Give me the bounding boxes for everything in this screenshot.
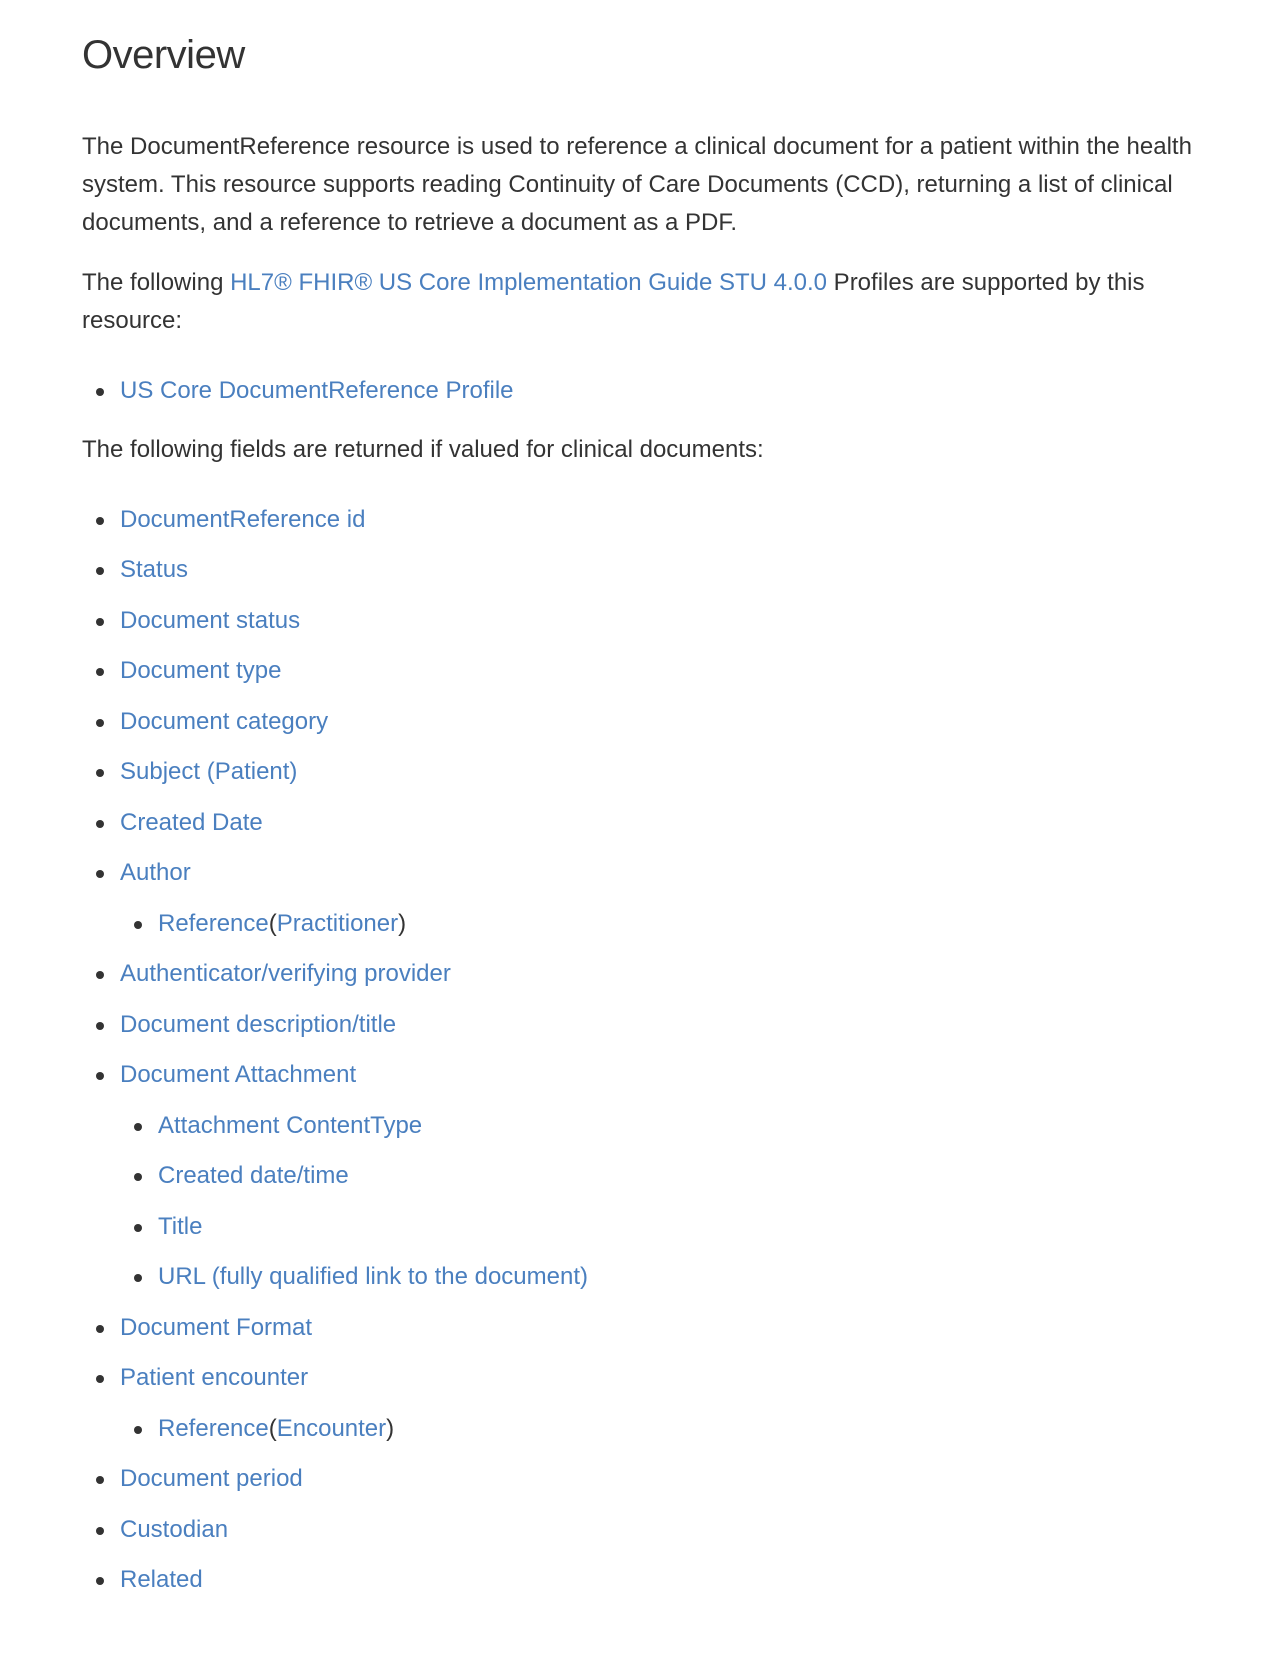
list-item xyxy=(82,1107,1212,1158)
field-link-encounter-target[interactable]: Encounter xyxy=(276,1414,387,1442)
field-link-created-date[interactable]: Created Date xyxy=(120,808,263,836)
close-paren: ) xyxy=(398,909,407,937)
us-core-ig-link[interactable]: HL7® FHIR® US Core Implementation Guide STU 4.0.0 xyxy=(230,269,828,296)
list-item xyxy=(82,753,1212,804)
list-item xyxy=(82,1359,1212,1410)
list-item xyxy=(82,1511,1212,1562)
field-link-attachment[interactable]: Document Attachment xyxy=(120,1061,357,1088)
list-item xyxy=(82,1056,1212,1107)
bullet-icon xyxy=(96,1527,104,1535)
bullet-icon xyxy=(96,388,104,396)
bullet-icon xyxy=(96,618,104,626)
field-link-subject[interactable]: Subject (Patient) xyxy=(120,758,298,785)
bullet-icon xyxy=(134,921,142,929)
field-link-documentreference-id[interactable]: DocumentReference id xyxy=(120,505,366,533)
profiles-suffix: Profiles are supported by this resource: xyxy=(82,269,1145,334)
list-item xyxy=(82,551,1212,602)
field-link-related[interactable]: Related xyxy=(120,1566,203,1593)
profiles-paragraph xyxy=(82,264,1212,340)
open-paren: ( xyxy=(268,1414,277,1442)
bullet-icon xyxy=(96,567,104,575)
bullet-icon xyxy=(96,1476,104,1484)
field-link-attachment-content-type[interactable]: Attachment ContentType xyxy=(158,1111,423,1139)
list-item xyxy=(82,703,1212,754)
bullet-icon xyxy=(96,517,104,525)
field-link-authenticator[interactable]: Authenticator/verifying provider xyxy=(120,960,451,987)
bullet-icon xyxy=(96,1325,104,1333)
list-item xyxy=(82,1157,1212,1208)
intro-paragraph: The DocumentReference resource is used to reference a clinical document for a patient within the health system. This resource supports reading Continuity of Care Documents (CCD), returning a list of clinical documents, and a reference to retrieve a document as a PDF. xyxy=(82,133,1192,236)
bullet-icon xyxy=(96,870,104,878)
bullet-icon xyxy=(96,1072,104,1080)
list-item xyxy=(82,652,1212,703)
list-item xyxy=(82,1561,1212,1612)
list-item xyxy=(82,1460,1212,1511)
bullet-icon xyxy=(96,1022,104,1030)
bullet-icon xyxy=(96,1577,104,1585)
bullet-icon xyxy=(96,971,104,979)
field-link-format[interactable]: Document Format xyxy=(120,1313,313,1341)
bullet-icon xyxy=(96,1375,104,1383)
fields-list xyxy=(82,501,1212,1612)
bullet-icon xyxy=(134,1123,142,1131)
list-item xyxy=(82,602,1212,653)
field-link-author-reference[interactable]: Reference xyxy=(158,909,269,937)
bullet-icon xyxy=(96,820,104,828)
field-link-attachment-created[interactable]: Created date/time xyxy=(158,1162,349,1189)
list-item xyxy=(82,1258,1212,1309)
bullet-icon xyxy=(96,719,104,727)
field-link-encounter-reference[interactable]: Reference xyxy=(158,1414,269,1442)
field-link-custodian[interactable]: Custodian xyxy=(120,1515,229,1543)
list-item xyxy=(82,1410,1212,1461)
list-item xyxy=(82,1006,1212,1057)
bullet-icon xyxy=(134,1173,142,1181)
list-item xyxy=(82,372,1212,423)
list-item xyxy=(82,1309,1212,1360)
field-link-attachment-title[interactable]: Title xyxy=(158,1212,203,1240)
profiles-prefix: The following xyxy=(82,269,231,296)
bullet-icon xyxy=(134,1426,142,1434)
field-link-description[interactable]: Document description/title xyxy=(120,1010,397,1038)
bullet-icon xyxy=(96,668,104,676)
field-link-document-type[interactable]: Document type xyxy=(120,657,282,684)
list-item xyxy=(82,501,1212,552)
us-core-documentreference-profile-link[interactable]: US Core DocumentReference Profile xyxy=(120,377,514,404)
list-item xyxy=(82,854,1212,905)
bullet-icon xyxy=(134,1224,142,1232)
field-link-practitioner[interactable]: Practitioner xyxy=(276,909,399,937)
bullet-icon xyxy=(134,1274,142,1282)
field-link-author[interactable]: Author xyxy=(120,859,191,886)
field-link-status[interactable]: Status xyxy=(120,556,189,583)
bullet-icon xyxy=(96,769,104,777)
list-item xyxy=(82,1208,1212,1259)
page-title: Overview xyxy=(82,33,245,77)
field-link-period[interactable]: Document period xyxy=(120,1465,303,1492)
field-link-document-status[interactable]: Document status xyxy=(120,606,301,634)
list-item xyxy=(82,955,1212,1006)
field-link-attachment-url[interactable]: URL (fully qualified link to the document) xyxy=(158,1263,588,1290)
open-paren: ( xyxy=(268,909,277,937)
list-item xyxy=(82,804,1212,855)
profiles-list xyxy=(82,372,1212,423)
list-item xyxy=(82,905,1212,956)
close-paren: ) xyxy=(386,1414,395,1442)
field-link-encounter[interactable]: Patient encounter xyxy=(120,1364,309,1391)
field-link-document-category[interactable]: Document category xyxy=(120,707,329,735)
fields-intro-paragraph: The following fields are returned if valued for clinical documents: xyxy=(82,435,764,463)
